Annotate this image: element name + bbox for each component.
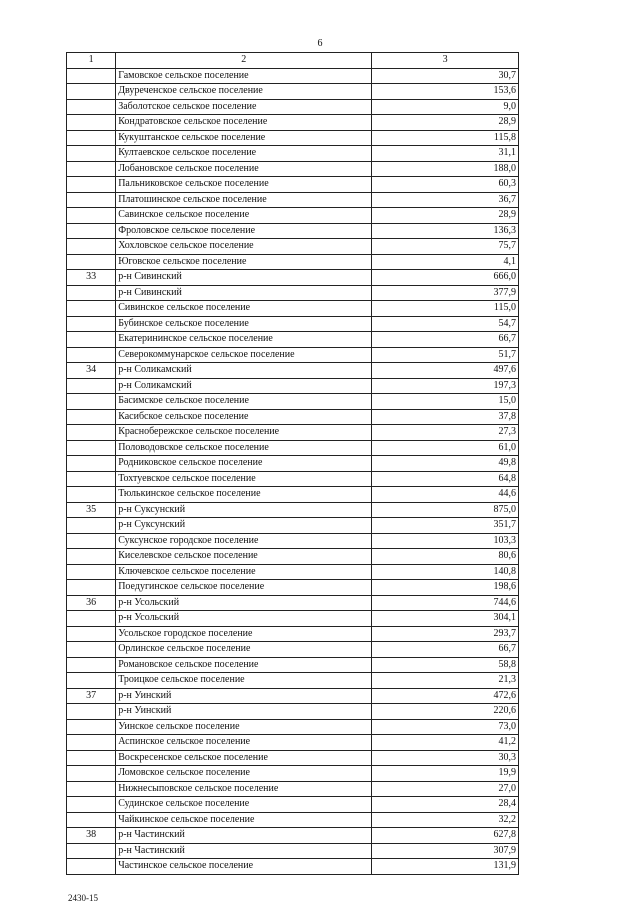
row-number [67, 812, 116, 828]
amount-value: 66,7 [372, 332, 519, 348]
amount-value: 9,0 [372, 99, 519, 115]
table-row [67, 84, 519, 100]
amount-value: 103,3 [372, 533, 519, 549]
amount-value: 32,2 [372, 812, 519, 828]
municipality-name: Северокоммунарское сельское поселение [116, 347, 372, 363]
row-number [67, 285, 116, 301]
amount-value: 58,8 [372, 657, 519, 673]
row-number [67, 859, 116, 875]
table-row [67, 766, 519, 782]
amount-value: 31,1 [372, 146, 519, 162]
amount-value: 41,2 [372, 735, 519, 751]
amount-value: 293,7 [372, 626, 519, 642]
row-number [67, 626, 116, 642]
table-row [67, 859, 519, 875]
row-number [67, 347, 116, 363]
row-number [67, 239, 116, 255]
row-number [67, 580, 116, 596]
amount-value: 49,8 [372, 456, 519, 472]
municipality-name: р-н Уинский [116, 688, 372, 704]
municipality-name: Судинское сельское поселение [116, 797, 372, 813]
municipality-name: Кондратовское сельское поселение [116, 115, 372, 131]
municipality-name: Романовское сельское поселение [116, 657, 372, 673]
row-number [67, 223, 116, 239]
row-number [67, 161, 116, 177]
row-number [67, 394, 116, 410]
municipality-name: Басимское сельское поселение [116, 394, 372, 410]
row-number [67, 564, 116, 580]
row-number: 37 [67, 688, 116, 704]
amount-value: 351,7 [372, 518, 519, 534]
municipality-name: р-н Суксунский [116, 502, 372, 518]
row-number [67, 704, 116, 720]
municipality-name: Ключевское сельское поселение [116, 564, 372, 580]
row-number [67, 68, 116, 84]
table-row [67, 378, 519, 394]
row-number [67, 254, 116, 270]
amount-value: 60,3 [372, 177, 519, 193]
table-row [67, 626, 519, 642]
amount-value: 51,7 [372, 347, 519, 363]
table-row [67, 409, 519, 425]
table-row [67, 363, 519, 379]
amount-value: 497,6 [372, 363, 519, 379]
amount-value: 66,7 [372, 642, 519, 658]
municipality-name: Киселевское сельское поселение [116, 549, 372, 565]
municipality-name: Орлинское сельское поселение [116, 642, 372, 658]
row-number [67, 642, 116, 658]
municipality-name: Троицкое сельское поселение [116, 673, 372, 689]
table-row [67, 595, 519, 611]
row-number [67, 657, 116, 673]
row-number [67, 378, 116, 394]
table-row [67, 611, 519, 627]
row-number [67, 797, 116, 813]
table-row [67, 564, 519, 580]
row-number: 35 [67, 502, 116, 518]
table-row [67, 456, 519, 472]
row-number [67, 208, 116, 224]
table-row [67, 735, 519, 751]
municipality-name: Сивинское сельское поселение [116, 301, 372, 317]
municipality-name: Нижнесыповское сельское поселение [116, 781, 372, 797]
page-number: 6 [317, 38, 323, 49]
table-row [67, 146, 519, 162]
table-row [67, 781, 519, 797]
table-row [67, 192, 519, 208]
amount-value: 36,7 [372, 192, 519, 208]
amount-value: 37,8 [372, 409, 519, 425]
table-row [67, 487, 519, 503]
allocation-table [66, 52, 519, 875]
municipality-name: Пальниковское сельское поселение [116, 177, 372, 193]
row-number [67, 766, 116, 782]
amount-value: 197,3 [372, 378, 519, 394]
row-number [67, 409, 116, 425]
amount-value: 28,9 [372, 208, 519, 224]
amount-value: 377,9 [372, 285, 519, 301]
amount-value: 304,1 [372, 611, 519, 627]
municipality-name: Хохловское сельское поселение [116, 239, 372, 255]
municipality-name: Заболотское сельское поселение [116, 99, 372, 115]
amount-value: 4,1 [372, 254, 519, 270]
table-row [67, 239, 519, 255]
amount-value: 28,9 [372, 115, 519, 131]
table-row [67, 580, 519, 596]
municipality-name: Половодовское сельское поселение [116, 440, 372, 456]
amount-value: 28,4 [372, 797, 519, 813]
table-row [67, 518, 519, 534]
row-number [67, 177, 116, 193]
municipality-name: Юговское сельское поселение [116, 254, 372, 270]
amount-value: 80,6 [372, 549, 519, 565]
table-row [67, 161, 519, 177]
amount-value: 875,0 [372, 502, 519, 518]
row-number [67, 146, 116, 162]
header-col-1: 1 [67, 53, 116, 69]
table-body [67, 53, 519, 875]
amount-value: 30,7 [372, 68, 519, 84]
municipality-name: р-н Уинский [116, 704, 372, 720]
table-row [67, 502, 519, 518]
row-number: 34 [67, 363, 116, 379]
municipality-name: р-н Соликамский [116, 378, 372, 394]
municipality-name: Суксунское городское поселение [116, 533, 372, 549]
table-row [67, 425, 519, 441]
table-row [67, 812, 519, 828]
table-row [67, 471, 519, 487]
table-row [67, 115, 519, 131]
amount-value: 472,6 [372, 688, 519, 704]
municipality-name: Бубинское сельское поселение [116, 316, 372, 332]
header-col-3: 3 [372, 53, 519, 69]
row-number [67, 456, 116, 472]
table-row [67, 208, 519, 224]
amount-value: 75,7 [372, 239, 519, 255]
table-row [67, 332, 519, 348]
municipality-name: Култаевское сельское поселение [116, 146, 372, 162]
table-row [67, 301, 519, 317]
municipality-name: р-н Усольский [116, 595, 372, 611]
municipality-name: р-н Сивинский [116, 270, 372, 286]
amount-value: 188,0 [372, 161, 519, 177]
municipality-name: Двуреченское сельское поселение [116, 84, 372, 100]
amount-value: 115,0 [372, 301, 519, 317]
amount-value: 140,8 [372, 564, 519, 580]
municipality-name: р-н Сивинский [116, 285, 372, 301]
row-number [67, 750, 116, 766]
row-number [67, 487, 116, 503]
municipality-name: Екатерининское сельское поселение [116, 332, 372, 348]
row-number [67, 611, 116, 627]
row-number [67, 719, 116, 735]
amount-value: 744,6 [372, 595, 519, 611]
row-number [67, 518, 116, 534]
table-row [67, 285, 519, 301]
table-row [67, 549, 519, 565]
header-col-2: 2 [116, 53, 372, 69]
municipality-name: Частинское сельское поселение [116, 859, 372, 875]
table-row [67, 797, 519, 813]
table-row [67, 657, 519, 673]
municipality-name: р-н Суксунский [116, 518, 372, 534]
municipality-name: Кукуштанское сельское поселение [116, 130, 372, 146]
municipality-name: Уинское сельское поселение [116, 719, 372, 735]
table-row [67, 270, 519, 286]
municipality-name: Платошинское сельское поселение [116, 192, 372, 208]
amount-value: 198,6 [372, 580, 519, 596]
row-number [67, 843, 116, 859]
amount-value: 44,6 [372, 487, 519, 503]
municipality-name: Лобановское сельское поселение [116, 161, 372, 177]
table-row [67, 316, 519, 332]
row-number [67, 425, 116, 441]
row-number [67, 735, 116, 751]
municipality-name: Чайкинское сельское поселение [116, 812, 372, 828]
row-number [67, 301, 116, 317]
table-row [67, 254, 519, 270]
row-number [67, 115, 116, 131]
amount-value: 131,9 [372, 859, 519, 875]
row-number [67, 99, 116, 115]
municipality-name: Фроловское сельское поселение [116, 223, 372, 239]
table-row [67, 99, 519, 115]
table-row [67, 719, 519, 735]
municipality-name: Касибское сельское поселение [116, 409, 372, 425]
municipality-name: Родниковское сельское поселение [116, 456, 372, 472]
row-number [67, 332, 116, 348]
table-row [67, 704, 519, 720]
amount-value: 64,8 [372, 471, 519, 487]
row-number: 36 [67, 595, 116, 611]
municipality-name: Савинское сельское поселение [116, 208, 372, 224]
amount-value: 153,6 [372, 84, 519, 100]
amount-value: 54,7 [372, 316, 519, 332]
amount-value: 627,8 [372, 828, 519, 844]
amount-value: 220,6 [372, 704, 519, 720]
municipality-name: р-н Частинский [116, 828, 372, 844]
table-row [67, 750, 519, 766]
municipality-name: р-н Усольский [116, 611, 372, 627]
amount-value: 307,9 [372, 843, 519, 859]
municipality-name: Гамовское сельское поселение [116, 68, 372, 84]
table-row [67, 177, 519, 193]
row-number [67, 192, 116, 208]
row-number [67, 440, 116, 456]
municipality-name: Усольское городское поселение [116, 626, 372, 642]
row-number [67, 471, 116, 487]
table-row [67, 673, 519, 689]
document-code: 2430-15 [68, 893, 98, 903]
amount-value: 73,0 [372, 719, 519, 735]
table-row [67, 130, 519, 146]
amount-value: 30,3 [372, 750, 519, 766]
amount-value: 61,0 [372, 440, 519, 456]
row-number: 33 [67, 270, 116, 286]
amount-value: 27,0 [372, 781, 519, 797]
table-row [67, 394, 519, 410]
amount-value: 15,0 [372, 394, 519, 410]
table-row [67, 688, 519, 704]
table-row [67, 533, 519, 549]
row-number: 38 [67, 828, 116, 844]
row-number [67, 781, 116, 797]
table-row [67, 68, 519, 84]
amount-value: 21,3 [372, 673, 519, 689]
amount-value: 27,3 [372, 425, 519, 441]
municipality-name: р-н Частинский [116, 843, 372, 859]
table-row [67, 828, 519, 844]
municipality-name: р-н Соликамский [116, 363, 372, 379]
municipality-name: Воскресенское сельское поселение [116, 750, 372, 766]
municipality-name: Аспинское сельское поселение [116, 735, 372, 751]
amount-value: 666,0 [372, 270, 519, 286]
table-row [67, 223, 519, 239]
municipality-name: Поедугинское сельское поселение [116, 580, 372, 596]
row-number [67, 549, 116, 565]
municipality-name: Тохтуевское сельское поселение [116, 471, 372, 487]
amount-value: 115,8 [372, 130, 519, 146]
row-number [67, 84, 116, 100]
table-row [67, 347, 519, 363]
municipality-name: Краснобережское сельское поселение [116, 425, 372, 441]
row-number [67, 316, 116, 332]
municipality-name: Ломовское сельское поселение [116, 766, 372, 782]
amount-value: 19,9 [372, 766, 519, 782]
row-number [67, 533, 116, 549]
row-number [67, 673, 116, 689]
municipality-name: Тюлькинское сельское поселение [116, 487, 372, 503]
row-number [67, 130, 116, 146]
table-row [67, 843, 519, 859]
table-row [67, 642, 519, 658]
table-row [67, 440, 519, 456]
table-header-row [67, 53, 519, 69]
amount-value: 136,3 [372, 223, 519, 239]
